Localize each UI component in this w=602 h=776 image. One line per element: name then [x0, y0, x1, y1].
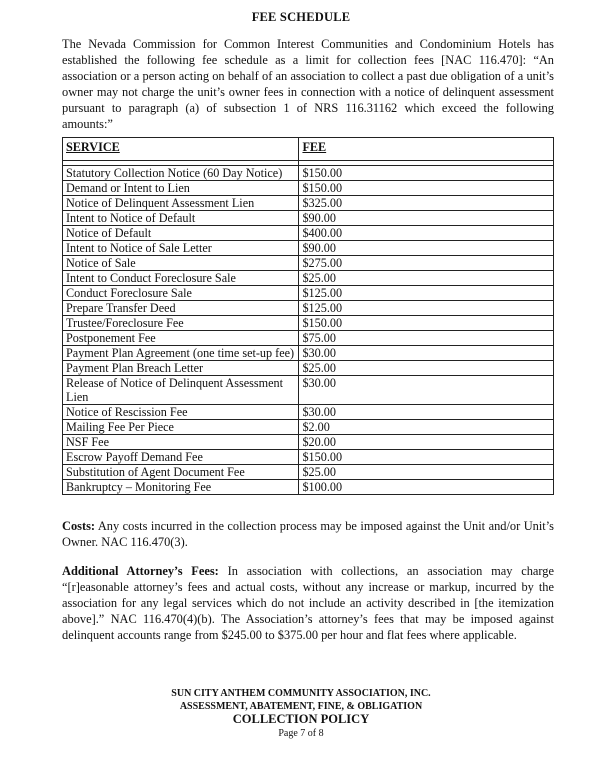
table-row: [63, 420, 554, 435]
service-cell: Payment Plan Breach Letter: [63, 361, 299, 376]
service-cell: Intent to Notice of Sale Letter: [63, 241, 299, 256]
fee-table: [62, 137, 554, 495]
service-cell: Bankruptcy – Monitoring Fee: [63, 480, 299, 495]
page-title: FEE SCHEDULE: [251, 10, 351, 24]
service-cell: Substitution of Agent Document Fee: [63, 465, 299, 480]
table-row: [63, 196, 554, 211]
table-row: [63, 316, 554, 331]
costs-paragraph: [62, 518, 554, 550]
fee-cell: $100.00: [299, 480, 554, 495]
footer-subtitle: ASSESSMENT, ABATEMENT, FINE, & OBLIGATION: [179, 701, 423, 712]
service-cell: Notice of Rescission Fee: [63, 405, 299, 420]
table-row: [63, 465, 554, 480]
service-cell: Trustee/Foreclosure Fee: [63, 316, 299, 331]
service-cell: Conduct Foreclosure Sale: [63, 286, 299, 301]
attorney-fees-text: In association with collections, an association may charge “[r]easonable attorney’s fees and actual costs, without any increase or markup, incurred by the association for any legal services which do not include an activity described in [the itemization above].” NAC 116.470(4)(b). The Association’s attorney’s fees that may be imposed against delinquent accounts range from $245.00 to $375.00 per hour and flat fees where applicable.: [62, 564, 554, 642]
fee-cell: $150.00: [299, 450, 554, 465]
fee-cell: $325.00: [299, 196, 554, 211]
fee-cell: $2.00: [299, 420, 554, 435]
service-column-header: SERVICE: [63, 138, 299, 161]
service-cell: Statutory Collection Notice (60 Day Notice): [63, 166, 299, 181]
intro-paragraph: The Nevada Commission for Common Interest Communities and Condominium Hotels has established the following fee schedule as a limit for collection fees [NAC 116.470]: “An association or a person acting on behalf of an association to collect a past due obligation of a unit’s owner may not charge the unit’s owner fees in connection with a notice of delinquent assessment pursuant to paragraph (a) of subsection 1 of NRS 116.31162 which exceed the following amounts:”: [62, 37, 554, 131]
service-cell: Prepare Transfer Deed: [63, 301, 299, 316]
table-row: [63, 301, 554, 316]
fee-cell: $30.00: [299, 405, 554, 420]
fee-cell: $25.00: [299, 465, 554, 480]
costs-text: Any costs incurred in the collection process may be imposed against the Unit and/or Unit’s Owner. NAC 116.470(3).: [62, 519, 554, 549]
fee-cell: $25.00: [299, 271, 554, 286]
service-cell: Release of Notice of Delinquent Assessment Lien: [63, 376, 299, 405]
table-row: [63, 346, 554, 361]
fee-cell: $125.00: [299, 301, 554, 316]
service-cell: Mailing Fee Per Piece: [63, 420, 299, 435]
attorney-fees-label: Additional Attorney’s Fees:: [62, 564, 219, 578]
table-row: [63, 331, 554, 346]
table-row: [63, 271, 554, 286]
fee-cell: $75.00: [299, 331, 554, 346]
table-row: [63, 435, 554, 450]
fee-cell: $150.00: [299, 181, 554, 196]
table-row: [63, 361, 554, 376]
table-row: [63, 376, 554, 405]
footer-org-name: SUN CITY ANTHEM COMMUNITY ASSOCIATION, INC.: [171, 688, 431, 699]
table-header-row: [63, 138, 554, 161]
footer-policy-title: COLLECTION POLICY: [232, 712, 370, 726]
service-cell: Notice of Sale: [63, 256, 299, 271]
fee-cell: $20.00: [299, 435, 554, 450]
footer-page-number: Page 7 of 8: [278, 728, 324, 739]
attorney-fees-paragraph: [62, 563, 554, 643]
table-row: [63, 211, 554, 226]
service-cell: Postponement Fee: [63, 331, 299, 346]
table-row: [63, 480, 554, 495]
service-cell: Demand or Intent to Lien: [63, 181, 299, 196]
fee-cell: $90.00: [299, 241, 554, 256]
fee-cell: $30.00: [299, 376, 554, 405]
fee-cell: $150.00: [299, 316, 554, 331]
table-row: [63, 241, 554, 256]
fee-cell: $30.00: [299, 346, 554, 361]
service-cell: Payment Plan Agreement (one time set-up fee): [63, 346, 299, 361]
service-cell: Intent to Conduct Foreclosure Sale: [63, 271, 299, 286]
service-cell: NSF Fee: [63, 435, 299, 450]
fee-table-body: [63, 161, 554, 495]
fee-cell: $125.00: [299, 286, 554, 301]
table-row: [63, 181, 554, 196]
fee-column-header: FEE: [299, 138, 554, 161]
service-cell: Escrow Payoff Demand Fee: [63, 450, 299, 465]
service-cell: Intent to Notice of Default: [63, 211, 299, 226]
table-row: [63, 286, 554, 301]
fee-cell: $150.00: [299, 166, 554, 181]
fee-cell: $400.00: [299, 226, 554, 241]
table-row: [63, 450, 554, 465]
service-cell: Notice of Default: [63, 226, 299, 241]
table-row: [63, 226, 554, 241]
table-row: [63, 256, 554, 271]
service-cell: Notice of Delinquent Assessment Lien: [63, 196, 299, 211]
fee-cell: $90.00: [299, 211, 554, 226]
costs-label: Costs:: [62, 519, 96, 533]
fee-cell: $25.00: [299, 361, 554, 376]
table-row: [63, 166, 554, 181]
table-row: [63, 405, 554, 420]
fee-cell: $275.00: [299, 256, 554, 271]
